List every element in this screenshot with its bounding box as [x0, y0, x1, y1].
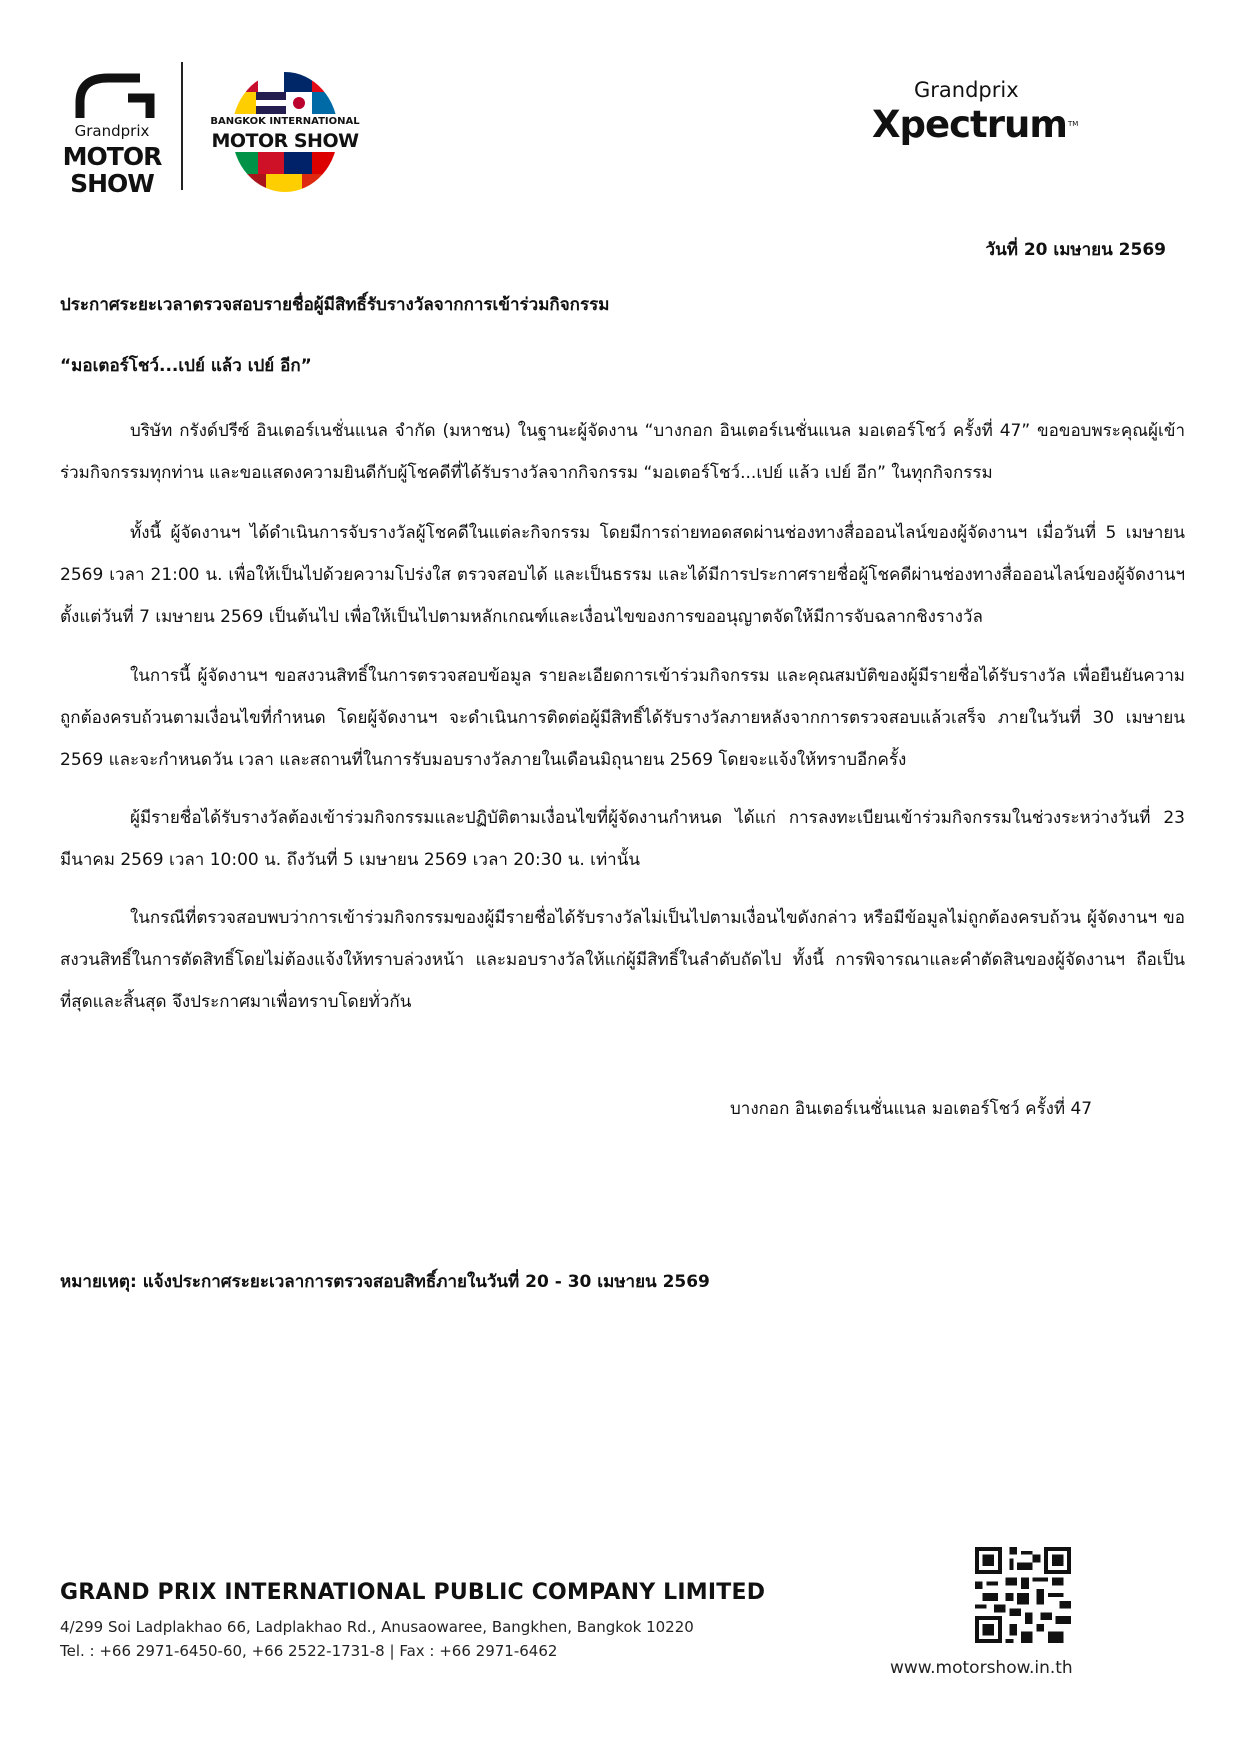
document-title-line2: “มอเตอร์โชว์...เปย์ แล้ว เปย์ อีก”: [60, 356, 312, 376]
grandprix-xpectrum-logo: [850, 78, 1090, 158]
grandprix-g-mark-icon: [70, 72, 156, 120]
grandprix-motor-show-logo: [62, 72, 162, 198]
document-title-line1: ประกาศระยะเวลาตรวจสอบรายชื่อผู้มีสิทธิ์รับรางวัลจากการเข้าร่วมกิจกรรม: [60, 295, 610, 315]
logo-right-big-text: Xpectrum: [872, 103, 1067, 146]
footer-contact: Tel. : +66 2971-6450-60, +66 2522-1731-8 | Fax : +66 2971-6462: [60, 1642, 558, 1660]
logo-center-line1: BANGKOK INTERNATIONAL: [205, 116, 365, 127]
paragraph-5: ในกรณีที่ตรวจสอบพบว่าการเข้าร่วมกิจกรรมของผู้มีรายชื่อได้รับรางวัลไม่เป็นไปตามเงื่อนไขดังกล่าว หรือมีข้อมูลไม่ถูกต้องครบถ้วน ผู้จัดงานฯ ขอสงวนสิทธิ์ในการตัดสิทธิ์โดยไม่ต้องแจ้งให้ทราบล่วงหน้า และมอบรางวัลให้แก่ผู้มีสิทธิ์ในลำดับถัดไป ทั้งนี้ การพิจารณาและคำตัดสินของผู้จัดงานฯ ถือเป็นที่สุดและสิ้นสุด จึงประกาศมาเพื่อทราบโดยทั่วกัน: [60, 908, 1185, 1012]
logo-right-tm: TM: [1068, 120, 1079, 128]
footer-address: 4/299 Soi Ladplakhao 66, Ladplakhao Rd., Anusaowaree, Bangkhen, Bangkok 10220: [60, 1618, 694, 1636]
footer-website-link[interactable]: www.motorshow.in.th: [890, 1658, 1073, 1678]
footer-company-name: GRAND PRIX INTERNATIONAL PUBLIC COMPANY LIMITED: [60, 1580, 766, 1605]
logo-divider: [181, 62, 183, 190]
paragraph-4: ผู้มีรายชื่อได้รับรางวัลต้องเข้าร่วมกิจกรรมและปฏิบัติตามเงื่อนไขที่ผู้จัดงานกำหนด ได้แก่ การลงทะเบียนเข้าร่วมกิจกรรมในช่วงระหว่างวันที่ 23 มีนาคม 2569 เวลา 10:00 น. ถึงวันที่ 5 เมษายน 2569 เวลา 20:30 น. เท่านั้น: [60, 808, 1185, 870]
document-date: วันที่ 20 เมษายน 2569: [985, 240, 1166, 260]
logo-left-line1: MOTOR: [62, 142, 162, 171]
paragraph-2: ทั้งนี้ ผู้จัดงานฯ ได้ดำเนินการจับรางวัลผู้โชคดีในแต่ละกิจกรรม โดยมีการถ่ายทอดสดผ่านช่องทางสื่อออนไลน์ของผู้จัดงานฯ เมื่อวันที่ 5 เมษายน 2569 เวลา 21:00 น. เพื่อให้เป็นไปด้วยความโปร่งใส ตรวจสอบได้ และเป็นธรรม และได้มีการประกาศรายชื่อผู้โชคดีผ่านช่องทางสื่อออนไลน์ของผู้จัดงานฯ ตั้งแต่วันที่ 7 เมษายน 2569 เป็นต้นไป เพื่อให้เป็นไปตามหลักเกณฑ์และเงื่อนไขของการขออนุญาตจัดให้มีการจับฉลากชิงรางวัล: [60, 523, 1185, 627]
logo-center-line2: MOTOR SHOW: [205, 130, 365, 152]
remark-note: หมายเหตุ: แจ้งประกาศระยะเวลาการตรวจสอบสิทธิ์ภายในวันที่ 20 - 30 เมษายน 2569: [60, 1272, 710, 1292]
paragraph-3: ในการนี้ ผู้จัดงานฯ ขอสงวนสิทธิ์ในการตรวจสอบข้อมูล รายละเอียดการเข้าร่วมกิจกรรม และคุณสมบัติของผู้มีรายชื่อได้รับรางวัล เพื่อยืนยันความถูกต้องครบถ้วนตามเงื่อนไขที่กำหนด โดยผู้จัดงานฯ จะดำเนินการติดต่อผู้มีสิทธิ์ได้รับรางวัลภายหลังจากการตรวจสอบแล้วเสร็จ ภายในวันที่ 30 เมษายน 2569 และจะกำหนดวัน เวลา และสถานที่ในการรับมอบรางวัลภายในเดือนมิถุนายน 2569 โดยจะแจ้งให้ทราบอีกครั้ง: [60, 666, 1185, 770]
paragraph-1: บริษัท กรังด์ปรีซ์ อินเตอร์เนชั่นแนล จำกัด (มหาชน) ในฐานะผู้จัดงาน “บางกอก อินเตอร์เนชั่นแนล มอเตอร์โชว์ ครั้งที่ 47” ขอขอบพระคุณผู้เข้าร่วมกิจกรรมทุกท่าน และขอแสดงความยินดีกับผู้โชคดีที่ได้รับรางวัลจากกิจกรรม “มอเตอร์โชว์...เปย์ แล้ว เปย์ อีก” ในทุกกิจกรรม: [60, 421, 1185, 483]
logo-right-small-text: Grandprix: [914, 78, 1019, 102]
bangkok-international-motor-show-logo: [205, 70, 365, 195]
logo-left-line2: SHOW: [70, 169, 154, 198]
logo-left-small-text: Grandprix: [74, 122, 150, 140]
signature-line: บางกอก อินเตอร์เนชั่นแนล มอเตอร์โชว์ ครั้งที่ 47: [730, 1099, 1093, 1119]
qr-code-icon[interactable]: [975, 1547, 1071, 1643]
